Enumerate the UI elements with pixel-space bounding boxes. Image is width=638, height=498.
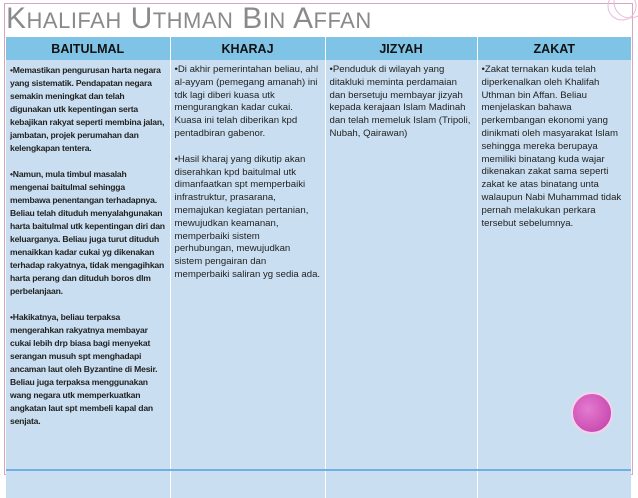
cell-zakat <box>477 60 631 498</box>
header-zakat: ZAKAT <box>477 37 631 60</box>
cell-jizyah <box>325 60 477 498</box>
header-kharaj: KHARAJ <box>170 37 325 60</box>
baitulmal-point-3: •Hakikatnya, beliau terpaksa mengerahkan rakyatnya membayar cukai lebih drp biasa bagi menyekat serangan musuh spt menghadapi ancaman laut oleh Byzantine di Mesir. Beliau juga terpaksa menggunakan wang negara utk memperkuatkan angkatan laut spt membeli kapal dan senjata. <box>10 312 158 426</box>
table-header-row <box>6 37 631 60</box>
jizyah-point-1: •Penduduk di wilayah yang ditakluki meminta perdamaian dan bersetuju membayar jizyah kepada kerajaan Islam Madinah dan telah memeluk Islam (Tripoli, Nubah, Qairawan) <box>329 64 471 139</box>
comparison-table <box>6 37 631 498</box>
cell-kharaj <box>170 60 325 498</box>
zakat-point-1: •Zakat ternakan kuda telah diperkenalkan oleh Khalifah Uthman bin Affan. Beliau menjelaskan bahawa perkembangan ekonomi yang dinikmati oleh masyarakat Islam sehingga mereka berupaya memiliki binatang kuda wajar dikenakan zakat sama seperti zakat ke atas binatang unta walaupun Nabi Muhammad tidak pernah melakukan perkara tersebut sebelumnya. <box>481 64 622 229</box>
slide-title: KHALIFAH UTHMAN BIN AFFAN <box>6 2 372 35</box>
kharaj-point-2: •Hasil kharaj yang dikutip akan diserahkan kpd baitulmal utk dimanfaatkan spt memperbaiki infrastruktur, prasarana, memajukan kegiatan pertanian, mewujudkan keamanan, memperbaiki sistem perhubungan, mewujudkan sistem pengairan dan memperbaiki saliran yg sedia ada. <box>174 153 321 280</box>
header-baitulmal: BAITULMAL <box>6 37 170 60</box>
decorative-circle-icon <box>571 392 613 434</box>
cell-baitulmal <box>6 60 170 498</box>
header-jizyah: JIZYAH <box>325 37 477 60</box>
baitulmal-point-1: •Memastikan pengurusan harta negara yang sistematik. Pendapatan negara semakin meningkat dan telah digunakan utk kepentingan serta kebajikan rakyat seperti membina jalan, jambatan, projek perumahan dan kelengkapan tentera. <box>10 65 165 153</box>
kharaj-point-1: •Di akhir pemerintahan beliau, ahl al-ayyam (pemegang amanah) ini tdk lagi diberi kuasa utk mengurangkan kadar cukai. Kuasa ini telah diberikan kpd pentadbiran gabenor. <box>174 64 319 139</box>
baitulmal-point-2: •Namun, mula timbul masalah mengenai baitulmal sehingga membawa penentangan terhadapnya. Beliau telah dituduh menyalahgunakan harta baitulmal utk kepentingan diri dan keluarganya. Beliau juga turut dituduh menaikkan kadar cukai yg dikenakan terhadap rakyatnya, tidak mengagihkan harta perang dan dituduh boros dlm perbelanjaan. <box>10 169 165 296</box>
bottom-rule <box>6 469 631 471</box>
decorative-rings <box>592 0 638 40</box>
table-row <box>6 60 631 498</box>
